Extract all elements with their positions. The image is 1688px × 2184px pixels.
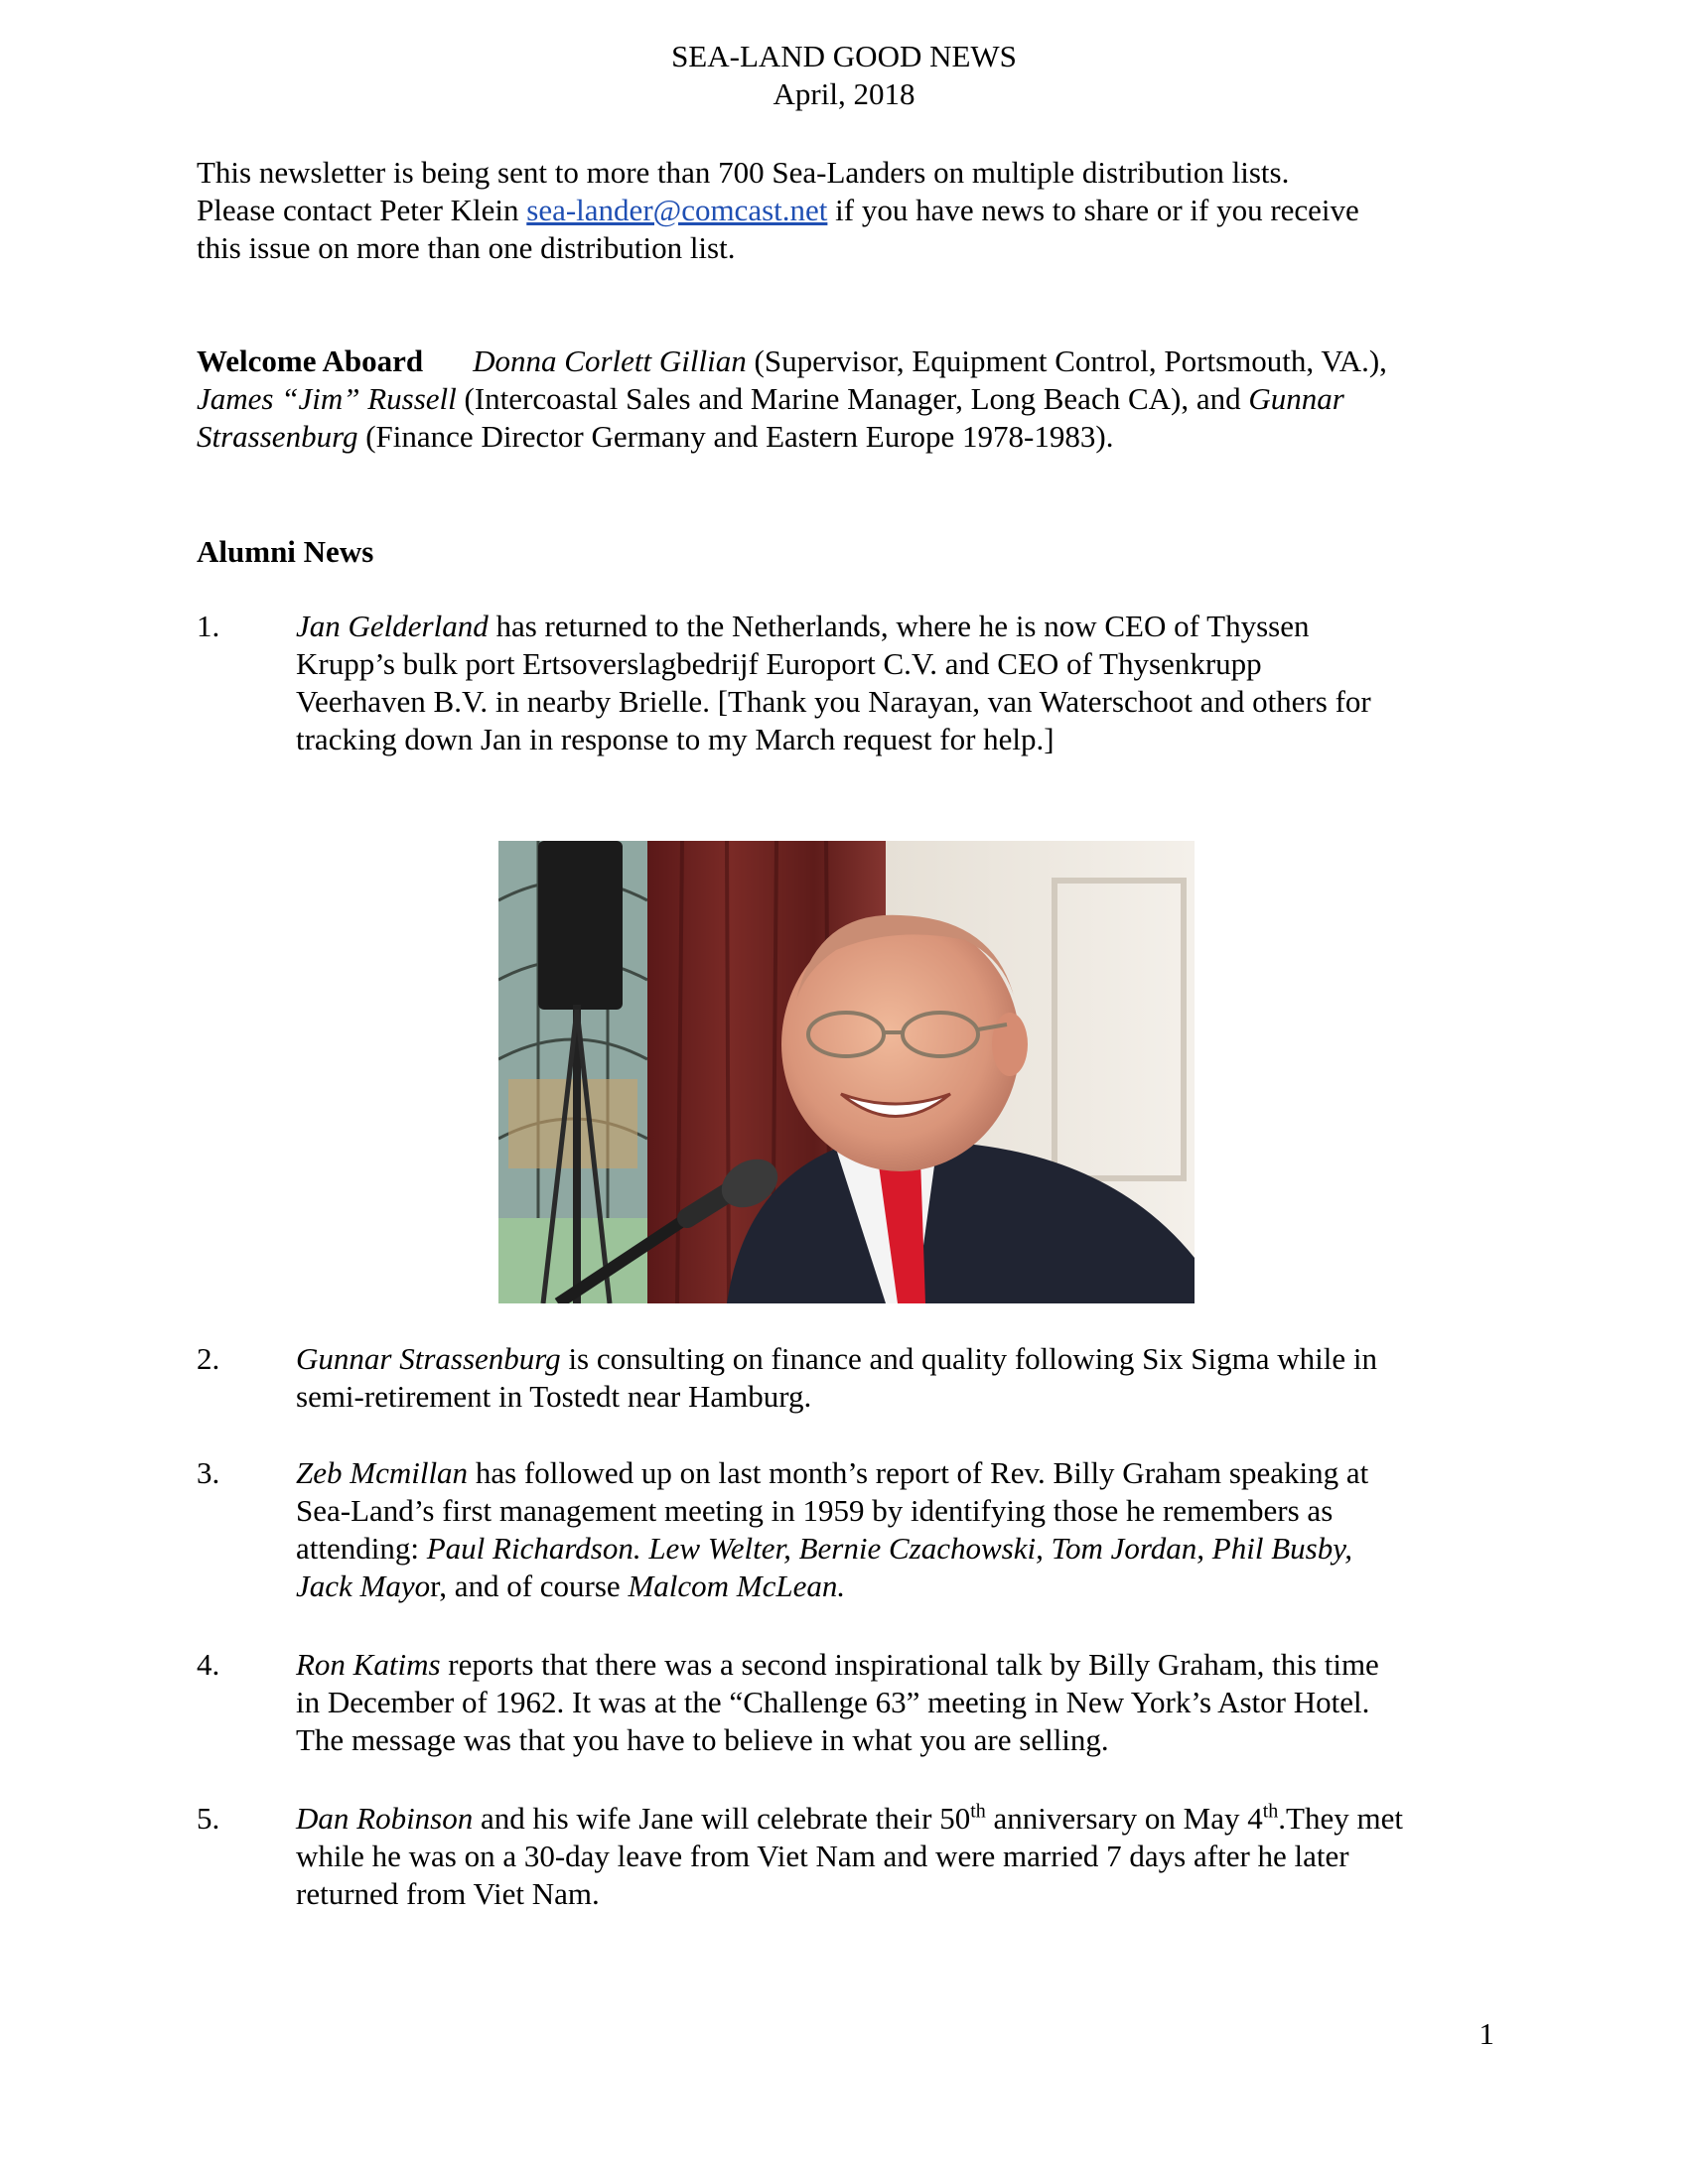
page-number: 1	[1478, 2016, 1494, 2051]
item-text	[296, 1800, 1688, 1913]
item-person-name: Gunnar Strassenburg	[296, 1341, 561, 1376]
item-person-name: Zeb Mcmillan	[296, 1455, 469, 1490]
item-line: returned from Viet Nam.	[296, 1876, 600, 1911]
contact-email-link[interactable]: sea-lander@comcast.net	[526, 193, 828, 227]
welcome-name-1: Donna Corlett Gillian	[473, 343, 747, 378]
intro-paragraph	[197, 154, 1507, 267]
item-number: 4.	[197, 1647, 220, 1682]
item-text	[296, 608, 1688, 758]
item-number: 5.	[197, 1801, 220, 1836]
item-line: Veerhaven B.V. in nearby Brielle. [Thank you Narayan, van Waterschoot and others for	[296, 684, 1371, 719]
attendee-names: Paul Richardson. Lew Welter, Bernie Czachowski, Tom Jordan, Phil Busby,	[426, 1531, 1353, 1566]
item-line: Sea-Land’s first management meeting in 1959 by identifying those he remembers as	[296, 1493, 1334, 1528]
alumni-news-heading: Alumni News	[197, 534, 374, 569]
intro-line-2	[197, 192, 1507, 229]
welcome-line-2	[197, 380, 1507, 418]
portrait-photo	[498, 841, 1195, 1303]
item-line: Krupp’s bulk port Ertsoverslagbedrijf Europort C.V. and CEO of Thysenkrupp	[296, 646, 1262, 681]
item-number: 1.	[197, 609, 220, 643]
portrait-illustration	[498, 841, 1195, 1303]
intro-line-2-post: if you have news to share or if you receive	[827, 193, 1359, 227]
item-number: 3.	[197, 1455, 220, 1490]
item-line: and his wife Jane will celebrate their 50	[473, 1801, 971, 1836]
item-person-name: Jan Gelderland	[296, 609, 489, 643]
welcome-heading: Welcome Aboard	[197, 343, 424, 378]
item-line: tracking down Jan in response to my March request for help.]	[296, 722, 1055, 756]
item-line: has returned to the Netherlands, where he is now CEO of Thyssen	[488, 609, 1310, 643]
item-line: while he was on a 30-day leave from Viet Nam and were married 7 days after he later	[296, 1839, 1349, 1873]
item-line: attending:	[296, 1531, 427, 1566]
item-person-name: Ron Katims	[296, 1647, 441, 1682]
welcome-name-3b: Strassenburg	[197, 419, 358, 454]
welcome-text-1: (Supervisor, Equipment Control, Portsmouth, VA.),	[746, 343, 1387, 378]
welcome-line-1	[197, 342, 1507, 380]
item-text	[296, 1646, 1688, 1759]
welcome-line-3	[197, 418, 1507, 456]
item-line: semi-retirement in Tostedt near Hamburg.	[296, 1379, 812, 1414]
welcome-text-2: (Intercoastal Sales and Marine Manager, Long Beach CA), and	[456, 381, 1249, 416]
item-line: r, and of course	[430, 1569, 629, 1603]
item-line: in December of 1962. It was at the “Challenge 63” meeting in New York’s Astor Hotel.	[296, 1685, 1370, 1719]
item-line: has followed up on last month’s report of Rev. Billy Graham speaking at	[468, 1455, 1369, 1490]
newsletter-title: SEA-LAND GOOD NEWS	[671, 39, 1017, 73]
item-text	[296, 1340, 1688, 1416]
welcome-name-2: James “Jim” Russell	[197, 381, 457, 416]
item-line: The message was that you have to believe in what you are selling.	[296, 1722, 1109, 1757]
item-line: is consulting on finance and quality following Six Sigma while in	[560, 1341, 1377, 1376]
ordinal-suffix: th	[1262, 1800, 1279, 1823]
item-line: anniversary on May 4	[985, 1801, 1263, 1836]
intro-line-3: this issue on more than one distribution list.	[197, 230, 736, 265]
newsletter-date: April, 2018	[773, 76, 915, 111]
ordinal-suffix: th	[970, 1800, 986, 1823]
attendee-name: Malcom McLean.	[628, 1569, 846, 1603]
item-text	[296, 1454, 1688, 1605]
intro-line-1: This newsletter is being sent to more than 700 Sea-Landers on multiple distribution lists.	[197, 155, 1290, 190]
welcome-text-3: (Finance Director Germany and Eastern Europe 1978-1983).	[357, 419, 1114, 454]
attendee-name: Jack Mayo	[296, 1569, 431, 1603]
item-person-name: Dan Robinson	[296, 1801, 474, 1836]
item-line: reports that there was a second inspirational talk by Billy Graham, this time	[440, 1647, 1379, 1682]
welcome-name-3a: Gunnar	[1248, 381, 1344, 416]
intro-line-2-pre: Please contact Peter Klein	[197, 193, 527, 227]
item-line: .They met	[1278, 1801, 1403, 1836]
welcome-aboard-section	[197, 342, 1507, 456]
item-number: 2.	[197, 1341, 220, 1376]
newsletter-header	[0, 38, 1688, 113]
